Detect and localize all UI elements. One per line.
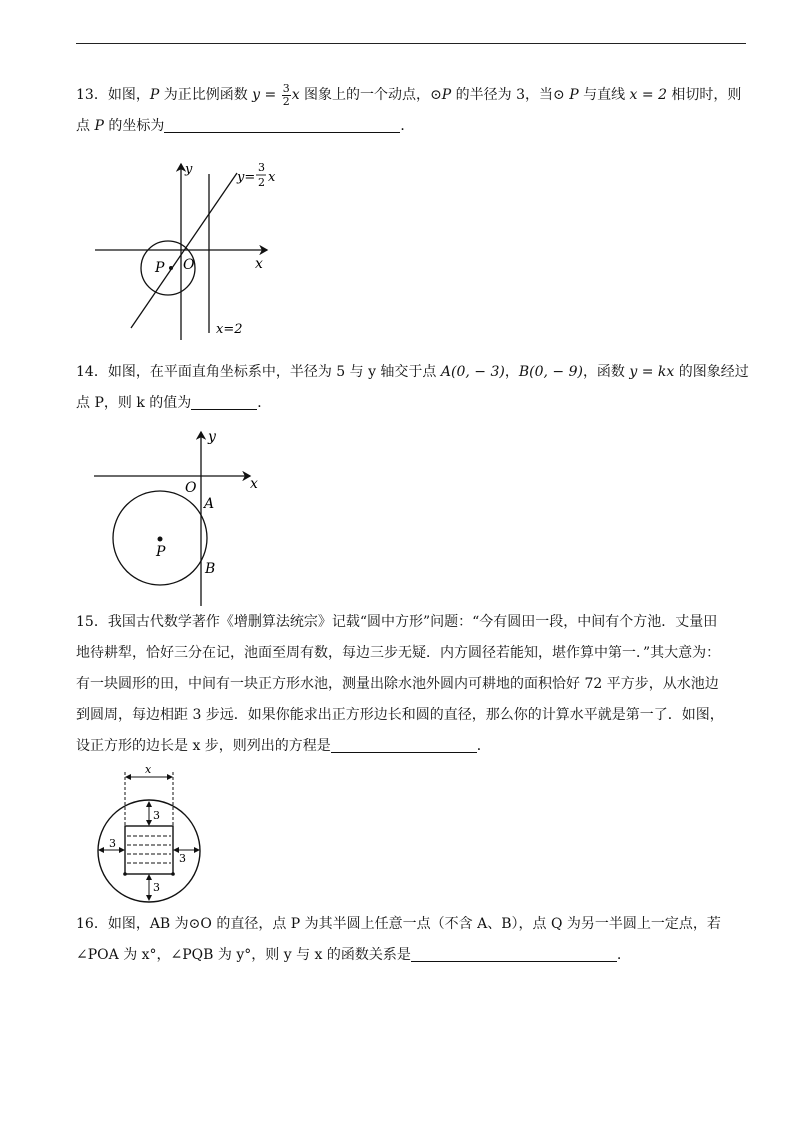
q14-label-x: x (250, 476, 258, 492)
q14-text: ， (504, 364, 519, 380)
q13-text: 的坐标为 (103, 118, 165, 134)
q14-answer-blank[interactable] (191, 393, 257, 410)
q13-frac-den: 2 (282, 94, 290, 108)
q15-text: ． (476, 738, 491, 754)
q13-eq-lhs: y = (252, 87, 281, 103)
q14-label-a: A (204, 496, 215, 512)
question-13 (76, 80, 748, 142)
q15-figure (95, 764, 203, 904)
q14-figure (94, 428, 264, 610)
q13-text: 与直线 (578, 87, 630, 103)
q15-label-x: x (145, 763, 152, 776)
q13-line-eq: x = 2 (629, 87, 667, 103)
q15-corner (123, 872, 127, 876)
q13-label-fn-x: x (268, 170, 276, 185)
q14-line-2 (76, 388, 748, 419)
q13-line-1 (76, 80, 748, 111)
q13-label-fn-num: 3 (258, 161, 265, 174)
q13-var-p: P (94, 118, 104, 134)
q14-text: ． (257, 395, 272, 411)
q16-line-2 (76, 940, 748, 971)
q13-text: 点 (76, 118, 95, 134)
q13-text: 为正比例函数 (159, 87, 253, 103)
q13-label-fn-den: 2 (258, 176, 265, 189)
q15-label-left: 3 (109, 837, 116, 850)
q13-eq-var: x (291, 87, 300, 103)
q15-line-3: 有一块圆形的田，中间有一块正方形水池，测量出除水池外圆内可耕地的面积恰好 72 平方步，从水池边 (76, 676, 719, 692)
q15-answer-blank[interactable] (331, 736, 477, 753)
question-15 (76, 607, 748, 762)
q13-label-y: y (185, 162, 193, 177)
header-rule (76, 43, 746, 44)
q13-text: 相切时，则 (666, 87, 742, 103)
q13-fraction (282, 83, 291, 108)
question-16 (76, 909, 748, 971)
q13-var-p: P (564, 87, 579, 103)
q15-text: 设正方形的边长是 x 步，则列出的方程是 (76, 738, 331, 754)
q15-line-5 (76, 731, 748, 762)
q13-text: 图象上的一个动点， (299, 87, 431, 103)
q14-point-b: B(0, − 9) (518, 364, 583, 380)
question-14 (76, 357, 748, 419)
q14-text: 的图象经过 (674, 364, 749, 380)
q13-figure (95, 158, 295, 348)
q13-var-p: P (441, 87, 452, 103)
q13-label-x: x (255, 256, 263, 272)
q13-text: 13．如图， (76, 87, 150, 103)
q13-var-p: P (149, 87, 160, 103)
q13-label-o: O (183, 257, 195, 273)
q14-line-1 (76, 357, 748, 388)
q14-text: 14．如图，在平面直角坐标系中，半径为 5 与 y 轴交于点 (76, 364, 441, 380)
q13-label-fn: y= (237, 170, 256, 185)
q15-square-pool (125, 826, 173, 874)
q15-line-4: 到圆周，每边相距 3 步远．如果你能求出正方形边长和圆的直径，那么你的计算水平就是第一了．如图， (76, 707, 724, 723)
q15-label-right: 3 (179, 852, 186, 865)
q14-point-p (158, 537, 163, 542)
circle-dot-symbol: ⊙ (430, 87, 442, 103)
q13-label-p: P (155, 260, 165, 276)
q16-answer-blank[interactable] (411, 945, 617, 962)
q15-label-top: 3 (153, 809, 160, 822)
q16-text: . (616, 947, 622, 963)
q13-label-line: x=2 (216, 322, 243, 337)
q16-text: ∠POA 为 x°，∠PQB 为 y°，则 y 与 x 的函数关系是 (76, 947, 411, 963)
q14-text: 点 P，则 k 的值为 (76, 395, 192, 411)
circle-dot-symbol: ⊙ (553, 87, 565, 103)
q15-corner (171, 872, 175, 876)
q14-point-a: A(0, − 3) (440, 364, 505, 380)
q13-text: ． (400, 118, 415, 134)
q16-line-1: 16．如图，AB 为⊙O 的直径，点 P 为其半圆上任意一点（不含 A、B），点 Q 为另一半圆上一定点，若 (76, 916, 721, 932)
q14-text: ，函数 (582, 364, 630, 380)
q14-label-y: y (208, 429, 216, 445)
q13-line-2 (76, 111, 748, 142)
q14-label-b: B (205, 561, 216, 577)
q14-function: y = kx (629, 364, 675, 380)
q14-label-p: P (156, 544, 166, 560)
q15-line-1: 15．我国古代数学著作《增删算法统宗》记载“圆中方形”问题：“今有圆田一段，中间有个方池．丈量田 (76, 614, 718, 630)
q13-answer-blank[interactable] (164, 116, 400, 133)
q14-label-o: O (185, 480, 197, 496)
q13-text: 的半径为 3，当 (451, 87, 554, 103)
q15-line-2: 地待耕犁，恰好三分在记，池面至周有数，每边三步无疑．内方圆径若能知，堪作算中第一．”其大意为： (76, 645, 721, 661)
q13-point-p (169, 266, 173, 270)
q15-label-bottom: 3 (153, 881, 160, 894)
q13-frac-num: 3 (282, 81, 290, 95)
